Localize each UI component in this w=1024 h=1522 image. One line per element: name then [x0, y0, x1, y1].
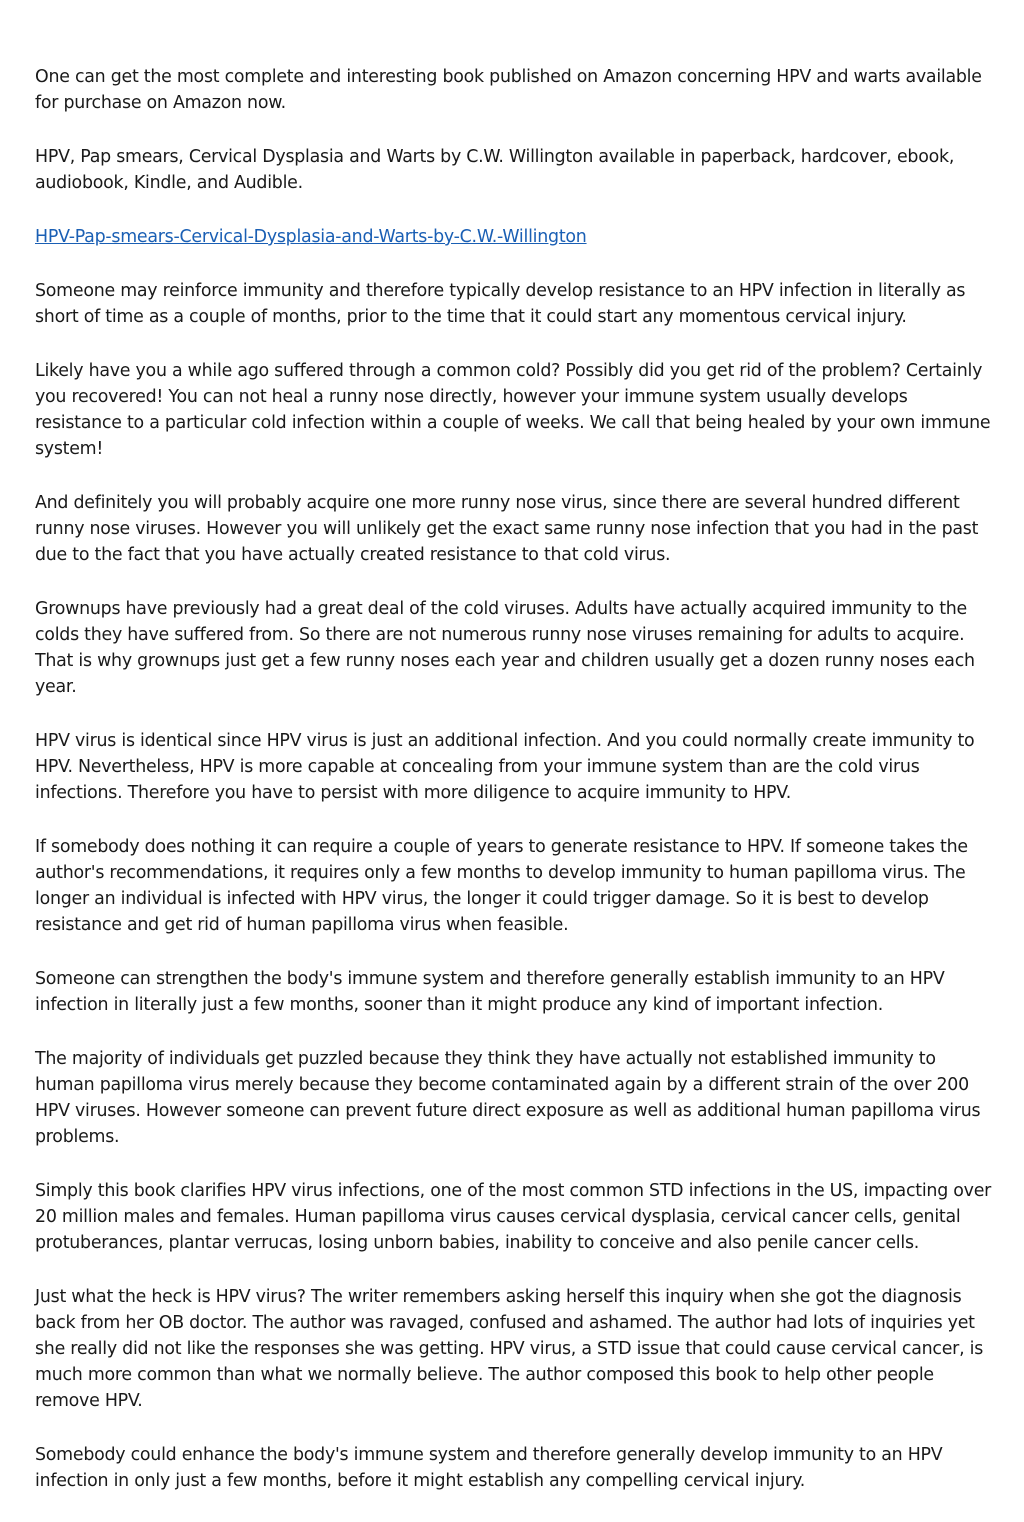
- body-paragraph: Simply this book clarifies HPV virus infections, one of the most common STD infections in the US, impacting over 20 million males and females. Human papilloma virus causes cervical dysplasia, cervical cancer cells, genital protuberances, plantar verrucas, losing unborn babies, inability to conceive and also penile cancer cells.: [35, 1181, 992, 1253]
- intro-paragraph-1: One can get the most complete and interesting book published on Amazon concerning HPV and warts available for purchase on Amazon now.: [35, 67, 982, 113]
- body-paragraph: The majority of individuals get puzzled because they think they have actually not established immunity to human papilloma virus merely because they become contaminated again by a different strain of the over 200 HPV viruses. However someone can prevent future direct exposure as well as additional human papilloma virus problems.: [35, 1049, 981, 1147]
- document-page: [35, 64, 995, 1522]
- body-paragraph: And definitely you will probably acquire one more runny nose virus, since there are several hundred different runny nose viruses. However you will unlikely get the exact same runny nose infection that you had in the past due to the fact that you have actually created resistance to that cold virus.: [35, 493, 979, 565]
- body-paragraph: Just what the heck is HPV virus? The writer remembers asking herself this inquiry when she got the diagnosis back from her OB doctor. The author was ravaged, confused and ashamed. The author had lots of inquiries yet she really did not like the responses she was getting. HPV virus, a STD issue that could cause cervical cancer, is much more common than what we normally believe. The author composed this book to help other people remove HPV.: [35, 1287, 984, 1411]
- body-paragraph: Someone can strengthen the body's immune system and therefore generally establish immunity to an HPV infection in literally just a few months, sooner than it might produce any kind of important infection.: [35, 969, 945, 1015]
- book-link-paragraph: [35, 224, 995, 250]
- body-paragraph: If somebody does nothing it can require a couple of years to generate resistance to HPV. If someone takes the author's recommendations, it requires only a few months to develop immunity to human papilloma virus. The longer an individual is infected with HPV virus, the longer it could trigger damage. So it is best to develop resistance and get rid of human papilloma virus when feasible.: [35, 837, 968, 935]
- body-paragraph: HPV virus is identical since HPV virus is just an additional infection. And you could normally create immunity to HPV. Nevertheless, HPV is more capable at concealing from your immune system than are the cold virus infections. Therefore you have to persist with more diligence to acquire immunity to HPV.: [35, 731, 975, 803]
- body-paragraph: Someone may reinforce immunity and therefore typically develop resistance to an HPV infection in literally as short of time as a couple of months, prior to the time that it could start any momentous cervical injury.: [35, 281, 966, 327]
- body-paragraph: Likely have you a while ago suffered through a common cold? Possibly did you get rid of the problem? Certainly you recovered! You can not heal a runny nose directly, however your immune system usually develops resistance to a particular cold infection within a couple of weeks. We call that being healed by your own immune system!: [35, 361, 991, 459]
- body-paragraph: Grownups have previously had a great deal of the cold viruses. Adults have actually acquired immunity to the colds they have suffered from. So there are not numerous runny nose viruses remaining for adults to acquire. That is why grownups just get a few runny noses each year and children usually get a dozen runny noses each year.: [35, 599, 975, 697]
- body-paragraph: Somebody could enhance the body's immune system and therefore generally develop immunity to an HPV infection in only just a few months, before it might establish any compelling cervical injury.: [35, 1445, 943, 1491]
- book-link[interactable]: HPV-Pap-smears-Cervical-Dysplasia-and-Warts-by-C.W.-Willington: [35, 227, 587, 247]
- intro-paragraph-2: HPV, Pap smears, Cervical Dysplasia and Warts by C.W. Willington available in paperback, hardcover, ebook, audiobook, Kindle, and Audible.: [35, 147, 955, 193]
